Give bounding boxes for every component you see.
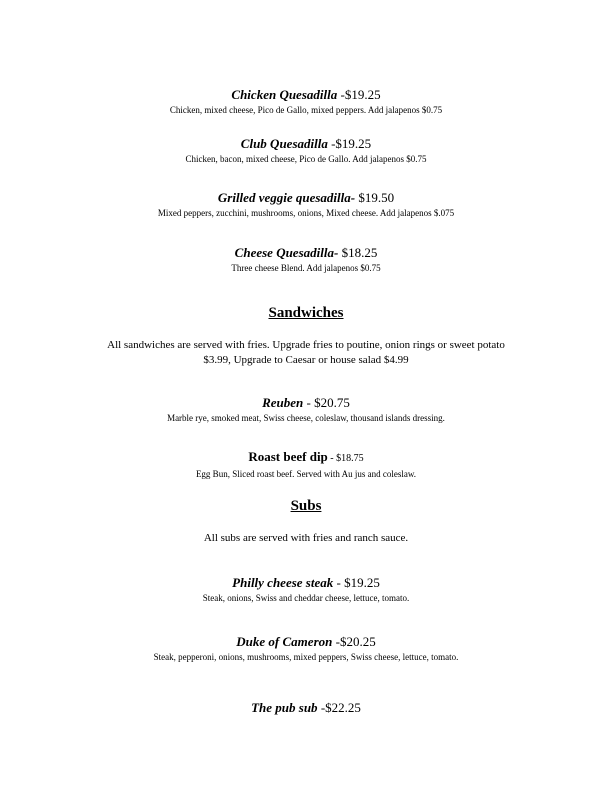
menu-item-roast-beef-dip — [0, 449, 612, 480]
section-heading-sandwiches: Sandwiches — [268, 305, 344, 321]
item-price: -$20.25 — [332, 634, 376, 649]
item-price: -$19.25 — [337, 87, 381, 102]
item-name: Philly cheese steak — [232, 575, 334, 590]
item-price: -$19.25 — [327, 136, 372, 151]
subs-intro: All subs are served with fries and ranch sauce. — [203, 532, 409, 544]
item-description: Steak, pepperoni, onions, mushrooms, mixed peppers, Swiss cheese, lettuce, tomato. — [153, 652, 459, 662]
item-description: Chicken, mixed cheese, Pico de Gallo, mixed peppers. Add jalapenos $0.75 — [169, 105, 443, 115]
menu-item-grilled-veggie-quesadilla — [0, 190, 612, 219]
item-name: Club Quesadilla — [240, 136, 328, 151]
item-price: -$22.25 — [317, 700, 361, 715]
item-description: Chicken, bacon, mixed cheese, Pico de Gallo. Add jalapenos $0.75 — [185, 154, 427, 164]
menu-item-cheese-quesadilla — [0, 245, 612, 274]
item-name: Reuben — [262, 395, 304, 410]
item-description: Three cheese Blend. Add jalapenos $0.75 — [231, 263, 381, 273]
item-name: Duke of Cameron — [236, 634, 333, 649]
item-name: Chicken Quesadilla — [231, 87, 338, 102]
item-description: Marble rye, smoked meat, Swiss cheese, coleslaw, thousand islands dressing. — [167, 413, 445, 423]
sandwiches-intro-line1: All sandwiches are served with fries. Upgrade fries to poutine, onion rings or sweet potato — [107, 339, 505, 351]
item-price: - $20.75 — [303, 395, 350, 410]
item-name: Grilled veggie quesadilla- — [217, 190, 356, 205]
section-heading-subs: Subs — [290, 498, 322, 514]
menu-item-chicken-quesadilla — [0, 87, 612, 116]
menu-item-philly-cheese-steak — [0, 575, 612, 604]
item-description: Egg Bun, Sliced roast beef. Served with Au jus and coleslaw. — [195, 469, 417, 479]
item-name: Roast beef dip — [248, 449, 328, 464]
item-name: The pub sub — [251, 700, 318, 715]
menu-item-reuben — [0, 395, 612, 424]
item-description: Mixed peppers, zucchini, mushrooms, onions, Mixed cheese. Add jalapenos $.075 — [157, 208, 455, 218]
sandwiches-intro-line2: $3.99, Upgrade to Caesar or house salad $4.99 — [203, 354, 409, 366]
item-price: $19.50 — [355, 190, 395, 205]
menu-item-the-pub-sub — [0, 700, 612, 716]
item-price: - $19.25 — [333, 575, 380, 590]
sandwiches-intro — [0, 338, 612, 368]
menu-item-club-quesadilla — [0, 136, 612, 165]
menu-item-duke-of-cameron — [0, 634, 612, 663]
item-name: Cheese Quesadilla- — [234, 245, 339, 260]
item-price: $18.25 — [338, 245, 378, 260]
item-price: - $18.75 — [327, 453, 364, 464]
item-description: Steak, onions, Swiss and cheddar cheese, lettuce, tomato. — [202, 593, 410, 603]
